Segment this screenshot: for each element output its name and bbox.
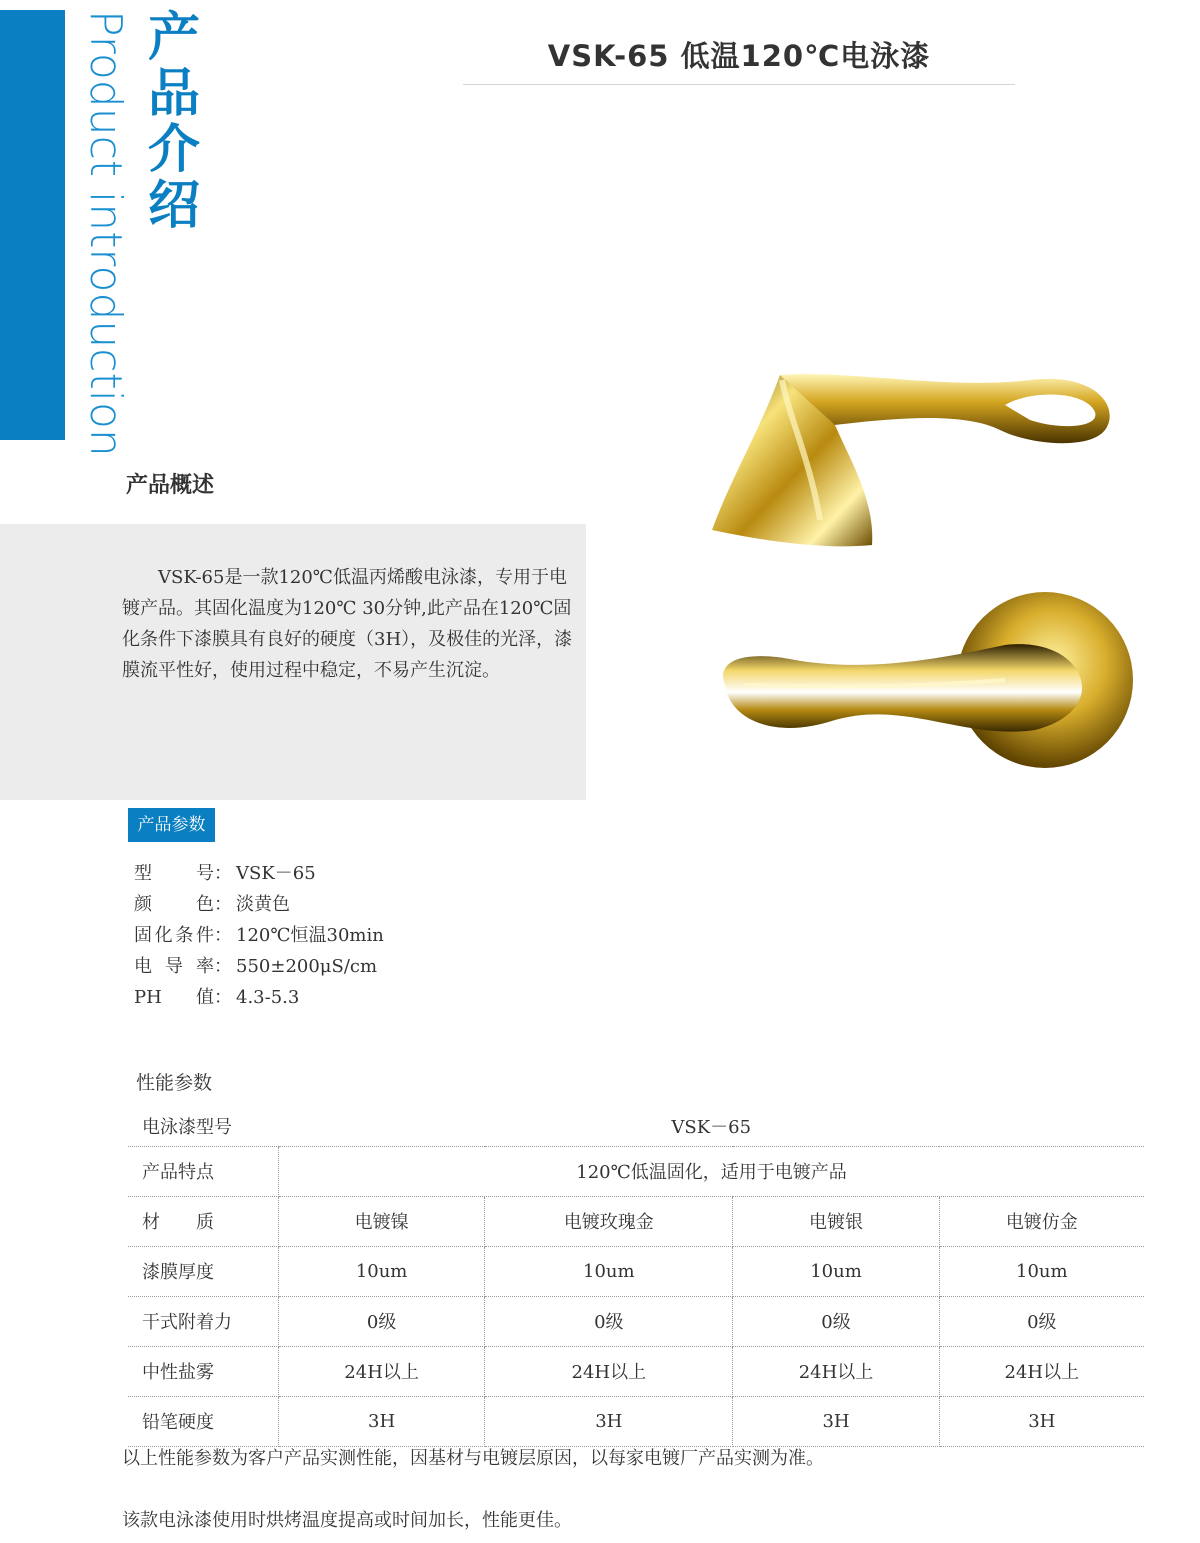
spec-colon: ： bbox=[214, 863, 232, 884]
spec-colon: ： bbox=[214, 987, 232, 1008]
spec-list bbox=[134, 858, 384, 1013]
table-cell: 电镀镍 bbox=[279, 1196, 485, 1246]
table-cell: 0级 bbox=[939, 1296, 1144, 1346]
product-title: VSK-65 低温120℃电泳漆 bbox=[547, 39, 931, 73]
gold-lever-handle-image bbox=[700, 350, 1130, 560]
table-row bbox=[128, 1296, 1144, 1346]
baking-note: 该款电泳漆使用时烘烤温度提高或时间加长，性能更佳。 bbox=[122, 1510, 572, 1531]
table-cell: 24H以上 bbox=[485, 1346, 733, 1396]
table-row bbox=[128, 1246, 1144, 1296]
table-cell: 24H以上 bbox=[939, 1346, 1144, 1396]
table-cell: 3H bbox=[279, 1396, 485, 1446]
row-label: 中性盐雾 bbox=[128, 1346, 279, 1396]
gold-rose-handle-image bbox=[705, 590, 1140, 780]
spec-row bbox=[134, 920, 384, 951]
model-value: VSK－65 bbox=[279, 1106, 1145, 1146]
spec-value: 120℃恒温30min bbox=[236, 925, 384, 946]
table-row bbox=[128, 1396, 1144, 1446]
spec-value: 4.3-5.3 bbox=[236, 987, 300, 1008]
table-cell: 10um bbox=[485, 1246, 733, 1296]
overview-text: VSK-65是一款120℃低温丙烯酸电泳漆，专用于电镀产品。其固化温度为120℃ 30分钟,此产品在120℃固化条件下漆膜具有良好的硬度（3H），及极佳的光泽，漆膜流平性好，使用过程中稳定，不易产生沉淀。 bbox=[122, 567, 573, 681]
chinese-section-title bbox=[144, 10, 204, 234]
side-blue-bar bbox=[0, 10, 65, 440]
english-section-title: Product introduction bbox=[80, 10, 131, 457]
table-row bbox=[128, 1106, 1144, 1146]
table-row bbox=[128, 1196, 1144, 1246]
table-cell: 电镀银 bbox=[733, 1196, 939, 1246]
table-cell: 10um bbox=[939, 1246, 1144, 1296]
table-cell: 24H以上 bbox=[279, 1346, 485, 1396]
table-cell: 0级 bbox=[279, 1296, 485, 1346]
row-label: 产品特点 bbox=[128, 1146, 279, 1196]
table-cell: 电镀仿金 bbox=[939, 1196, 1144, 1246]
row-label: 漆膜厚度 bbox=[128, 1246, 279, 1296]
row-label: 铅笔硬度 bbox=[128, 1396, 279, 1446]
table-cell: 0级 bbox=[485, 1296, 733, 1346]
product-params-badge: 产品参数 bbox=[128, 808, 215, 842]
performance-table bbox=[128, 1106, 1144, 1447]
title-char: 绍 bbox=[147, 176, 200, 236]
spec-label: 固化条件 bbox=[134, 925, 214, 946]
title-char: 品 bbox=[147, 64, 200, 124]
row-label: 干式附着力 bbox=[128, 1296, 279, 1346]
title-divider bbox=[463, 84, 1015, 85]
spec-colon: ： bbox=[214, 894, 232, 915]
title-char: 产 bbox=[147, 8, 200, 68]
spec-label: PH值 bbox=[134, 987, 214, 1008]
spec-colon: ： bbox=[214, 956, 232, 977]
spec-value: 淡黄色 bbox=[236, 894, 290, 915]
spec-row bbox=[134, 858, 384, 889]
spec-row bbox=[134, 951, 384, 982]
table-cell: 24H以上 bbox=[733, 1346, 939, 1396]
table-cell: 3H bbox=[939, 1396, 1144, 1446]
table-cell: 3H bbox=[733, 1396, 939, 1446]
feature-value: 120℃低温固化，适用于电镀产品 bbox=[279, 1146, 1145, 1196]
overview-heading: 产品概述 bbox=[126, 473, 215, 498]
table-cell: 3H bbox=[485, 1396, 733, 1446]
performance-note: 以上性能参数为客户产品实测性能，因基材与电镀层原因，以每家电镀厂产品实测为准。 bbox=[122, 1448, 824, 1469]
table-cell: 0级 bbox=[733, 1296, 939, 1346]
spec-label: 颜色 bbox=[134, 894, 214, 915]
spec-value: VSK－65 bbox=[236, 863, 316, 884]
title-char: 介 bbox=[147, 120, 200, 180]
row-label: 材 质 bbox=[128, 1196, 279, 1246]
table-row bbox=[128, 1346, 1144, 1396]
spec-row bbox=[134, 889, 384, 920]
table-cell: 电镀玫瑰金 bbox=[485, 1196, 733, 1246]
spec-label: 型号 bbox=[134, 863, 214, 884]
spec-label: 电导率 bbox=[134, 956, 214, 977]
row-label: 电泳漆型号 bbox=[128, 1106, 279, 1146]
spec-colon: ： bbox=[214, 925, 232, 946]
table-row bbox=[128, 1146, 1144, 1196]
table-cell: 10um bbox=[279, 1246, 485, 1296]
spec-row bbox=[134, 982, 384, 1013]
table-cell: 10um bbox=[733, 1246, 939, 1296]
spec-value: 550±200μS/cm bbox=[236, 956, 378, 977]
performance-heading: 性能参数 bbox=[136, 1072, 213, 1094]
